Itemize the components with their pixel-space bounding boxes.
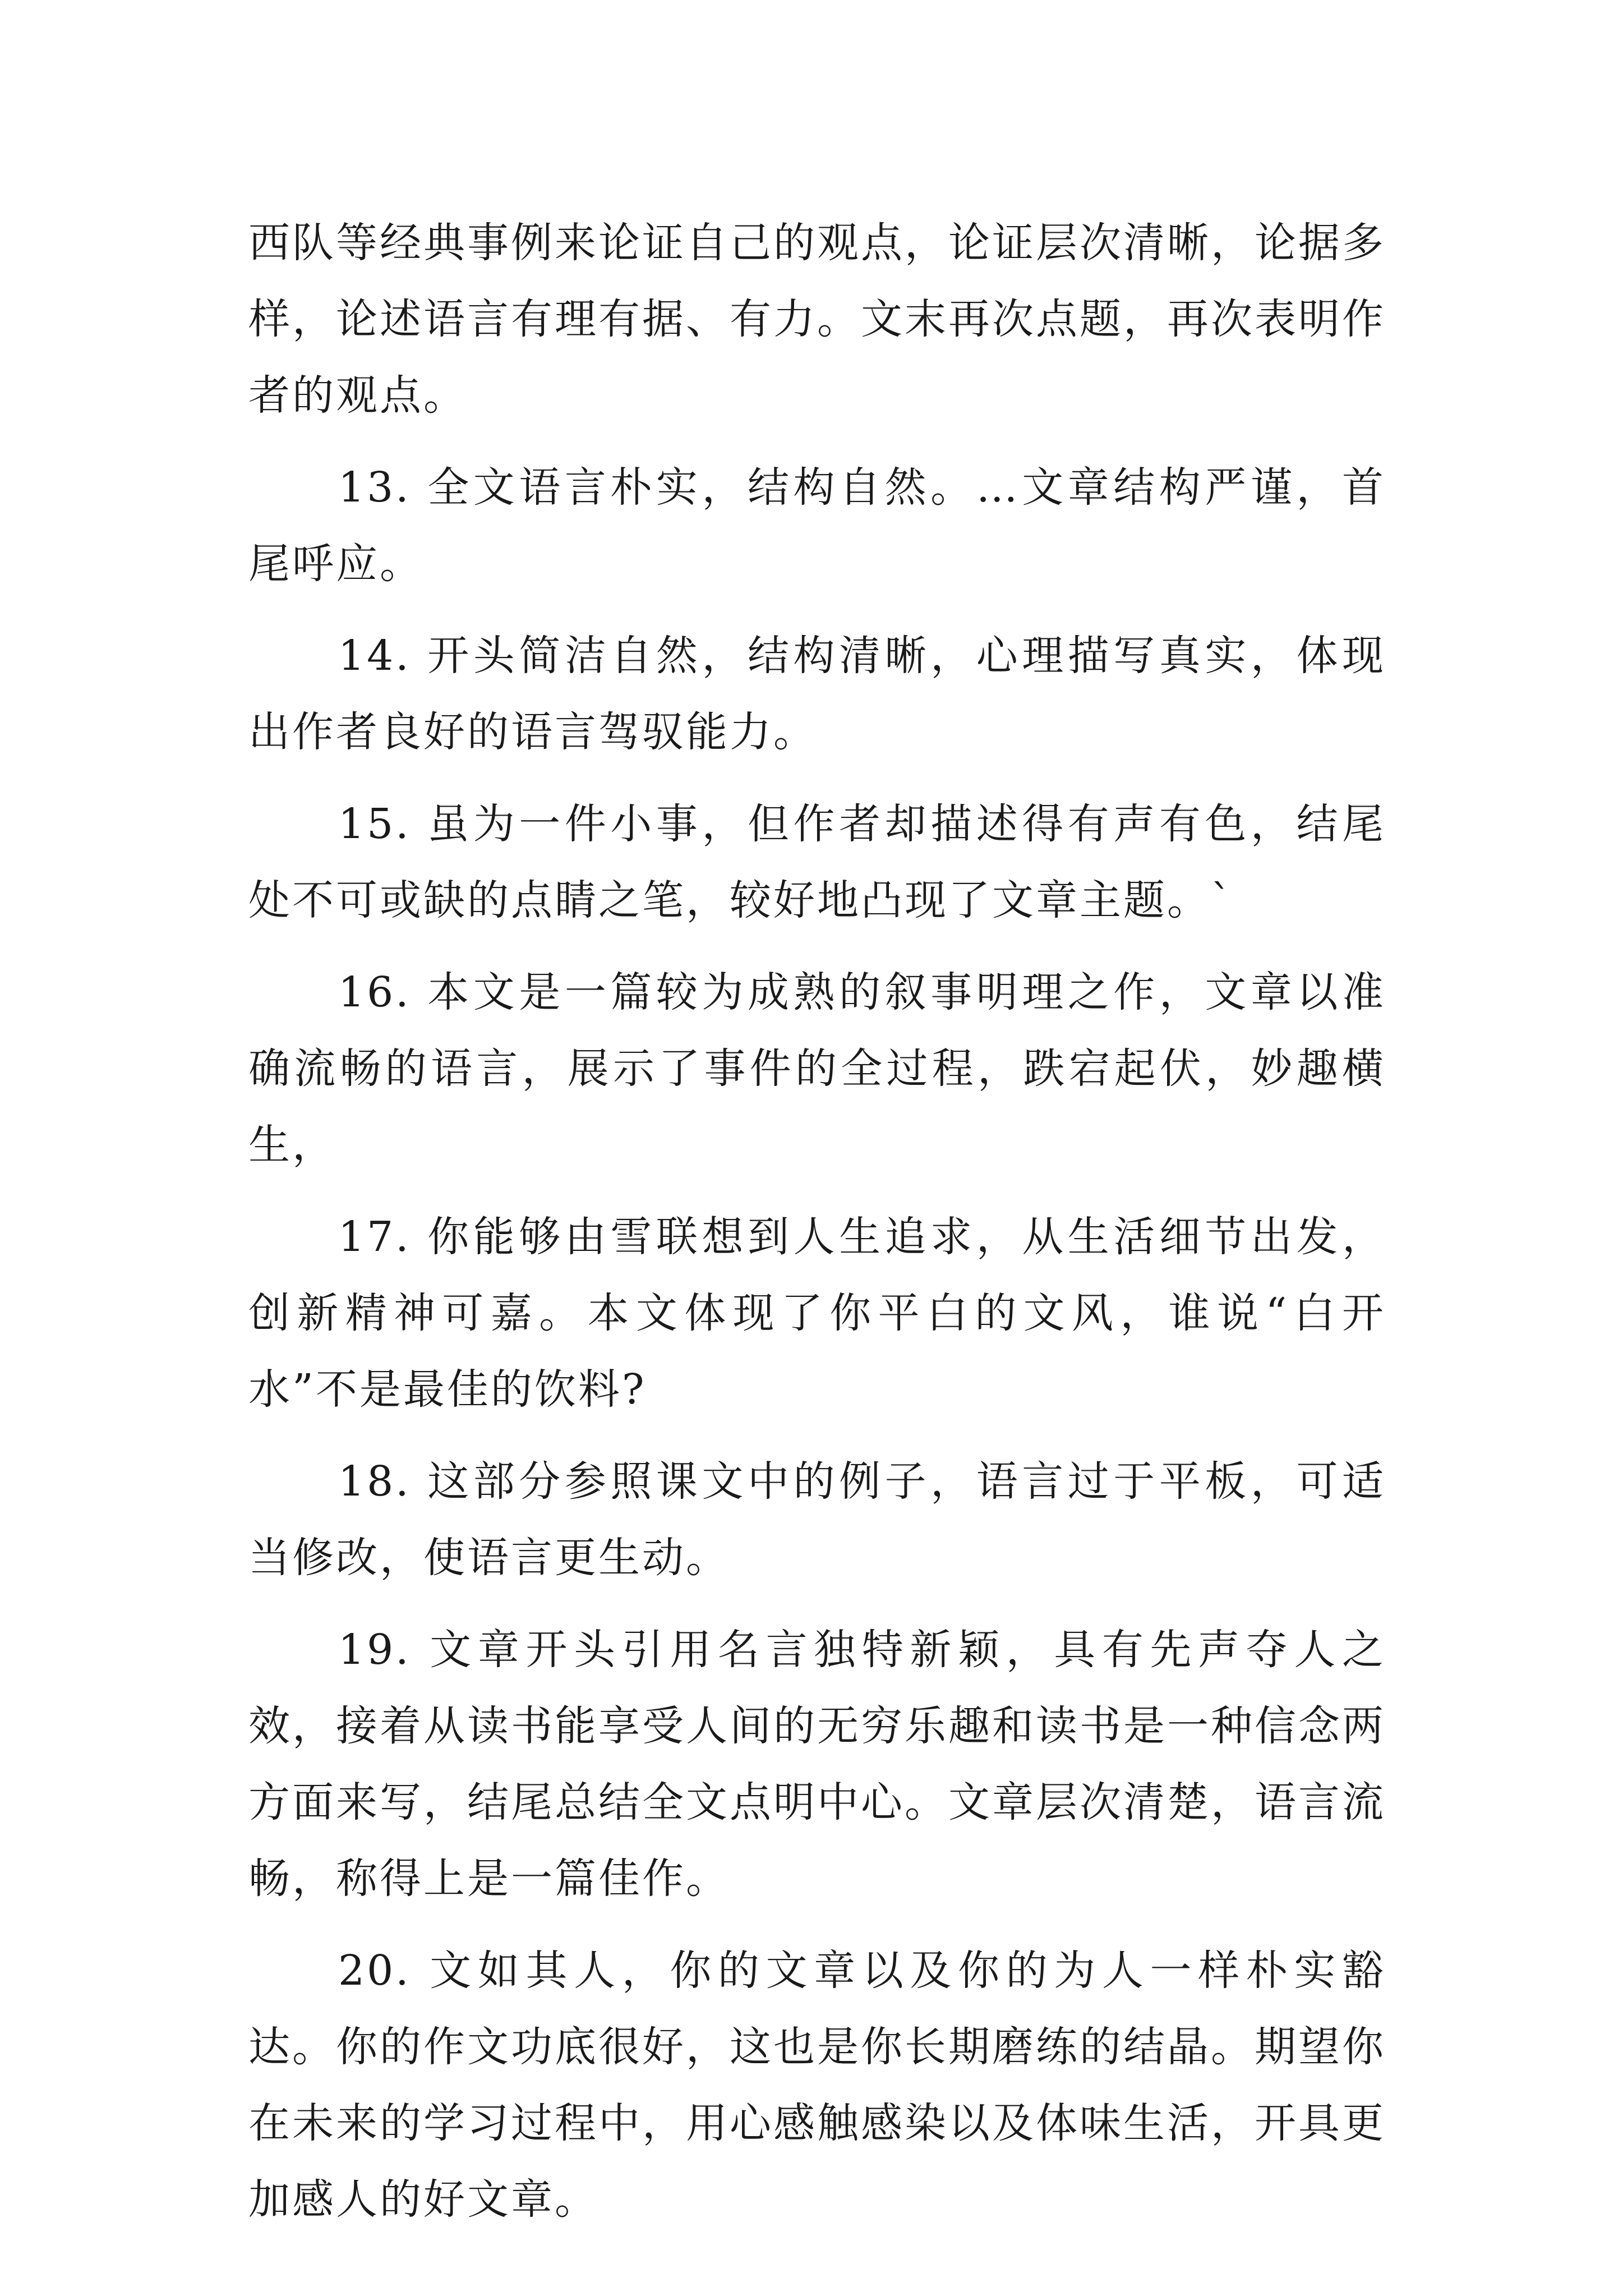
item-text: 文章开头引用名言独特新颖，具有先声夺人之效，接着从读书能享受人间的无穷乐趣和读书是一种信念两方面来写，结尾总结全文点明中心。文章层次清楚，语言流畅，称得上是一篇佳作。 <box>248 1626 1386 1903</box>
item-text: 开头简洁自然，结构清晰，心理描写真实，体现出作者良好的语言驾驭能力。 <box>248 632 1386 756</box>
item-text: 虽为一件小事，但作者却描述得有声有色，结尾处不可或缺的点睛之笔，较好地凸现了文章主题。` <box>248 800 1386 924</box>
item-number: 14. <box>338 632 411 680</box>
item-text: 这部分参照课文中的例子，语言过于平板，可适当修改，使语言更生动。 <box>248 1457 1386 1582</box>
comment-item-19 <box>248 1612 1386 1917</box>
comment-item-17 <box>248 1199 1386 1428</box>
item-text: 本文是一篇较为成熟的叙事明理之作，文章以准确流畅的语言，展示了事件的全过程，跌宕起伏，妙趣横生， <box>248 968 1386 1169</box>
item-number: 15. <box>338 800 411 848</box>
comment-item-16 <box>248 954 1386 1183</box>
document-body <box>248 205 1386 2253</box>
item-number: 18. <box>338 1457 411 1506</box>
comment-item-14 <box>248 618 1386 770</box>
item-text: 你能够由雪联想到人生追求，从生活细节出发，创新精神可嘉。本文体现了你平白的文风，谁说“白开水”不是最佳的饮料? <box>248 1213 1386 1414</box>
item-number: 19. <box>338 1626 411 1674</box>
item-number: 17. <box>338 1213 411 1261</box>
item-text: 文如其人，你的文章以及你的为人一样朴实豁达。你的作文功底很好，这也是你长期磨练的结晶。期望你在未来的学习过程中，用心感触感染以及体味生活，开具更加感人的好文章。 <box>248 1947 1386 2224</box>
item-number: 13. <box>338 463 411 512</box>
comment-item-15 <box>248 786 1386 938</box>
item-number: 16. <box>338 968 411 1016</box>
item-text: 全文语言朴实，结构自然。…文章结构严谨，首尾呼应。 <box>248 463 1386 588</box>
comment-item-13 <box>248 449 1386 602</box>
item-number: 20. <box>338 1947 411 1995</box>
paragraph-continuation <box>248 205 1386 434</box>
paragraph-text: 西队等经典事例来论证自己的观点，论证层次清晰，论据多样，论述语言有理有据、有力。文末再次点题，再次表明作者的观点。 <box>248 219 1386 420</box>
comment-item-18 <box>248 1443 1386 1596</box>
comment-item-20 <box>248 1932 1386 2238</box>
